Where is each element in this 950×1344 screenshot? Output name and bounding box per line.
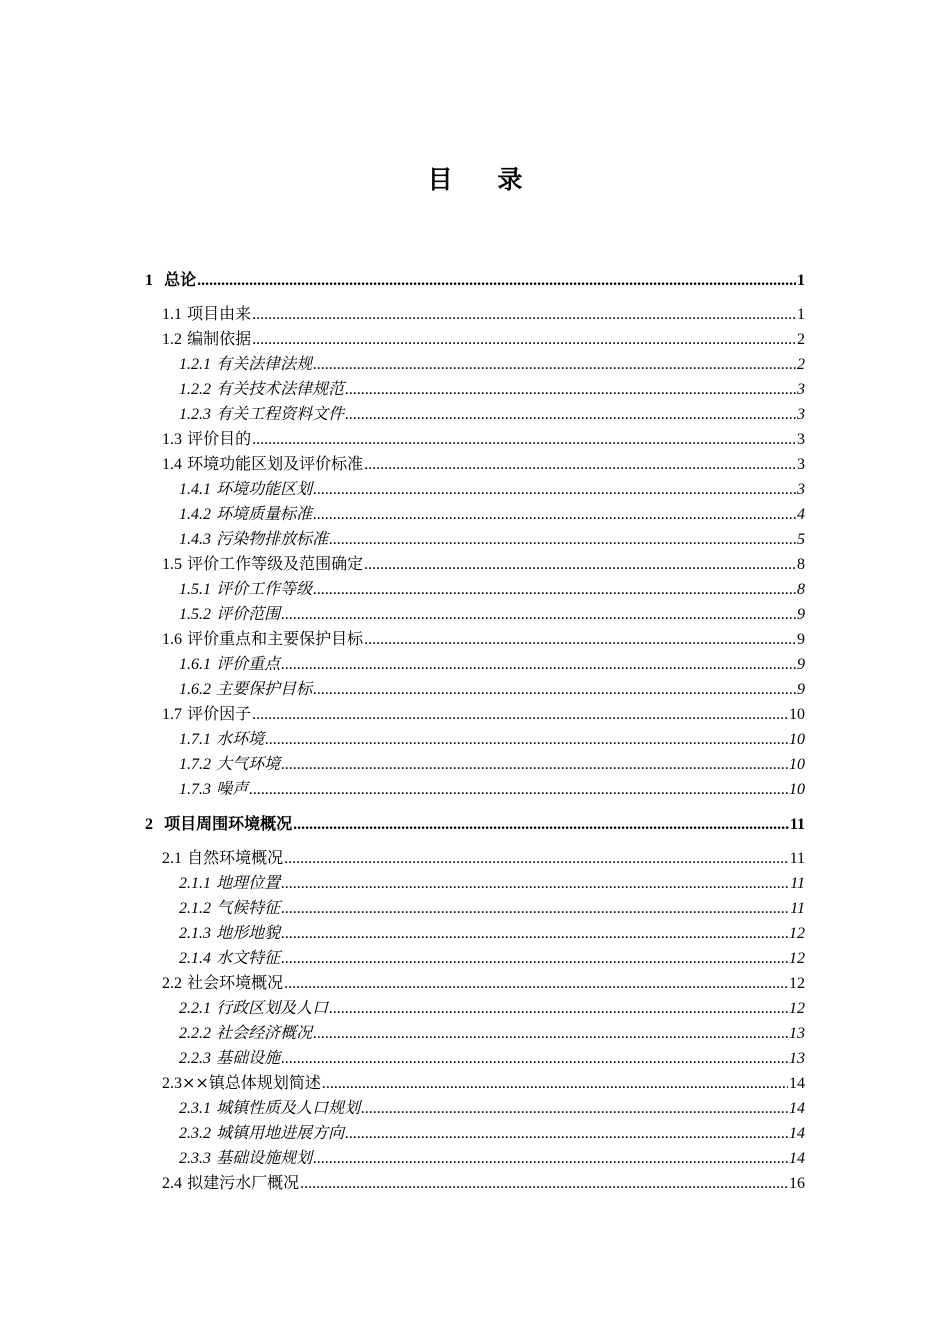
dot-leader: [281, 1047, 788, 1071]
toc-page-number: 3: [797, 406, 805, 423]
dot-leader: [197, 269, 796, 293]
toc-entry-number: 2.1.3: [179, 925, 211, 942]
toc-page-number: 9: [797, 631, 805, 648]
toc-entry-number: 2.1.1: [179, 875, 211, 892]
toc-page-number: 12: [789, 950, 805, 967]
toc-entry-label: [179, 1021, 312, 1046]
toc-entry-text: 地形地貌: [216, 923, 281, 942]
toc-entry-text: 环境质量标准: [216, 504, 313, 523]
toc-entry[interactable]: [179, 377, 805, 401]
toc-entry-number: 1.7: [162, 706, 182, 723]
toc-entry-number: 1.2: [162, 331, 182, 348]
toc-page-number: 5: [797, 531, 805, 548]
toc-entry-text: 主要保护目标: [216, 679, 313, 698]
toc-entry[interactable]: [179, 577, 805, 601]
toc-entry[interactable]: [179, 652, 805, 676]
toc-entry-label: [179, 1046, 280, 1071]
toc-entry-label: [179, 502, 312, 527]
toc-entry[interactable]: [162, 552, 805, 576]
toc-entry[interactable]: [162, 427, 805, 451]
toc-entry-label: [179, 1146, 312, 1171]
toc-entry-text: 环境功能区划及评价标准: [187, 454, 364, 473]
toc-entry[interactable]: [162, 327, 805, 351]
toc-entry-text: 社会环境概况: [187, 973, 284, 992]
toc-page-number: 8: [797, 581, 805, 598]
toc-page-number: 2: [797, 331, 805, 348]
toc-entry-text: 行政区划及人口: [216, 998, 329, 1017]
toc-entry-number: 1.2.3: [179, 406, 211, 423]
toc-entry[interactable]: [179, 677, 805, 701]
toc-entry[interactable]: [179, 1121, 805, 1145]
toc-page-number: 4: [797, 506, 805, 523]
toc-entry-label: [179, 896, 280, 921]
toc-page-number: 2: [797, 356, 805, 373]
toc-entry-text: 项目由来: [187, 304, 252, 323]
toc-entry[interactable]: [179, 502, 805, 526]
toc-entry[interactable]: [179, 946, 805, 970]
toc-entry[interactable]: [179, 871, 805, 895]
toc-page-number: 14: [789, 1150, 805, 1167]
toc-entry-number: 1.4.3: [179, 531, 211, 548]
toc-page-number: 11: [789, 816, 805, 833]
dot-leader: [252, 303, 796, 327]
toc-page-number: 14: [789, 1100, 805, 1117]
toc-entry-label: [179, 777, 248, 802]
dot-leader: [252, 428, 796, 452]
toc-entry-text: 评价工作等级: [216, 579, 313, 598]
toc-entry-text: 环境功能区划: [216, 479, 313, 498]
toc-entry-text: 基础设施规划: [216, 1148, 313, 1167]
toc-entry-number: 1.2.1: [179, 356, 211, 373]
toc-entry-number: 2.3.3: [179, 1150, 211, 1167]
toc-entry[interactable]: [179, 921, 805, 945]
toc-entry[interactable]: [179, 752, 805, 776]
toc-entry[interactable]: [145, 268, 805, 292]
toc-page-number: 9: [797, 606, 805, 623]
toc-entry[interactable]: [179, 777, 805, 801]
toc-page-number: 11: [790, 900, 805, 917]
toc-page-number: 16: [789, 1175, 805, 1192]
toc-entry-label: [162, 702, 251, 727]
toc-page-number: 11: [789, 850, 805, 867]
toc-entry-label: [145, 268, 196, 293]
toc-entry[interactable]: [162, 302, 805, 326]
toc-page-number: 3: [797, 481, 805, 498]
toc-entry-label: [179, 871, 280, 896]
toc-entry-text: 总论: [164, 270, 197, 289]
toc-entry-number: 2.2.3: [179, 1050, 211, 1067]
dot-leader: [313, 503, 796, 527]
toc-entry-label: [162, 427, 251, 452]
toc-entry-text: 气候特征: [216, 898, 281, 917]
toc-entry-number: 1.4.1: [179, 481, 211, 498]
toc-entry-text: 地理位置: [216, 873, 281, 892]
toc-entry-number: 1.4.2: [179, 506, 211, 523]
dot-leader: [281, 872, 789, 896]
toc-page-number: 10: [789, 706, 805, 723]
dot-leader: [361, 1097, 788, 1121]
toc-entry[interactable]: [179, 352, 805, 376]
toc-entry-text: 拟建污水厂概况: [187, 1173, 300, 1192]
toc-entry-number: 1.6.1: [179, 656, 211, 673]
toc-entry-label: [179, 577, 312, 602]
toc-page-number: 8: [797, 556, 805, 573]
dot-leader: [313, 678, 796, 702]
dot-leader: [364, 553, 796, 577]
toc-page-number: 12: [789, 925, 805, 942]
toc-entry-number: 1.7.2: [179, 756, 211, 773]
toc-entry-number: 1.5.2: [179, 606, 211, 623]
toc-entry[interactable]: [179, 402, 805, 426]
dot-leader: [364, 453, 796, 477]
toc-page-number: 3: [797, 381, 805, 398]
dot-leader: [252, 328, 796, 352]
toc-page-number: 3: [797, 456, 805, 473]
toc-entry[interactable]: [179, 477, 805, 501]
dot-leader: [313, 1147, 788, 1171]
toc-entry-label: [179, 652, 280, 677]
toc-entry-text: 城镇性质及人口规划: [216, 1098, 361, 1117]
toc-entry-text: 评价重点: [216, 654, 281, 673]
toc-entry-number: 2.3: [162, 1075, 182, 1092]
dot-leader: [313, 478, 796, 502]
toc-entry-text: 评价重点和主要保护目标: [187, 629, 364, 648]
toc-entry-number: 2.1.4: [179, 950, 211, 967]
toc-entry-text: 评价范围: [216, 604, 281, 623]
toc-entry-number: 2.2: [162, 975, 182, 992]
toc-page-number: 14: [789, 1075, 805, 1092]
toc-entry[interactable]: [179, 996, 805, 1020]
toc-entry-text: 污染物排放标准: [216, 529, 329, 548]
toc-entry-label: [162, 552, 363, 577]
dot-leader: [329, 997, 788, 1021]
dot-leader: [345, 378, 796, 402]
toc-entry[interactable]: [162, 1071, 805, 1095]
toc-entry-label: [162, 327, 251, 352]
page-title: 目 录: [427, 165, 541, 194]
dot-leader: [281, 897, 789, 921]
toc-entry-label: [179, 352, 312, 377]
toc-entry[interactable]: [179, 1021, 805, 1045]
toc-entry-label: [179, 1121, 344, 1146]
toc-entry-label: [179, 527, 328, 552]
toc-entry-label: [162, 1071, 321, 1096]
dot-leader: [300, 1172, 788, 1196]
toc-entry-number: 2.1.2: [179, 900, 211, 917]
toc-entry-label: [179, 377, 344, 402]
dot-leader: [284, 972, 788, 996]
dot-leader: [281, 603, 796, 627]
toc-entry-text: ××镇总体规划简述: [182, 1073, 321, 1092]
toc-entry[interactable]: [179, 1046, 805, 1070]
toc-entry-number: 1.2.2: [179, 381, 211, 398]
toc-entry-text: 有关工程资料文件: [216, 404, 345, 423]
toc-page-number: 13: [789, 1050, 805, 1067]
toc-page-number: 9: [797, 656, 805, 673]
dot-leader: [281, 753, 788, 777]
toc-entry[interactable]: [162, 971, 805, 995]
toc-entry-label: [162, 302, 251, 327]
toc-entry-label: [179, 996, 328, 1021]
toc-entry-label: [179, 602, 280, 627]
toc-entry-number: 1.6: [162, 631, 182, 648]
toc-entry-number: 1.1: [162, 306, 182, 323]
toc-page-number: 1: [797, 272, 805, 289]
toc-entry-text: 有关法律法规: [216, 354, 313, 373]
toc-entry-number: 2.2.2: [179, 1025, 211, 1042]
dot-leader: [281, 947, 788, 971]
toc-entry[interactable]: [179, 602, 805, 626]
toc-entry[interactable]: [145, 812, 805, 836]
toc-entry[interactable]: [162, 1171, 805, 1195]
dot-leader: [313, 353, 796, 377]
toc-entry-text: 有关技术法律规范: [216, 379, 345, 398]
toc-entry-label: [162, 1171, 299, 1196]
dot-leader: [329, 528, 796, 552]
toc-page-number: 1: [797, 306, 805, 323]
toc-entry-label: [162, 627, 363, 652]
toc-entry-number: 1.4: [162, 456, 182, 473]
dot-leader: [313, 578, 796, 602]
toc-entry[interactable]: [179, 727, 805, 751]
toc-entry[interactable]: [162, 702, 805, 726]
toc-entry-number: 1.5: [162, 556, 182, 573]
toc-entry-label: [162, 846, 283, 871]
dot-leader: [265, 728, 788, 752]
dot-leader: [284, 847, 788, 871]
dot-leader: [322, 1072, 788, 1096]
toc-entry-text: 大气环境: [216, 754, 281, 773]
toc-entry-number: 1.6.2: [179, 681, 211, 698]
toc-entry-text: 评价目的: [187, 429, 252, 448]
toc-entry-number: 2.2.1: [179, 1000, 211, 1017]
toc-entry-text: 项目周围环境概况: [164, 814, 293, 833]
toc-entry-text: 自然环境概况: [187, 848, 284, 867]
toc-entry[interactable]: [179, 527, 805, 551]
toc-entry-text: 噪声: [216, 779, 249, 798]
dot-leader: [313, 1022, 788, 1046]
toc-entry-text: 社会经济概况: [216, 1023, 313, 1042]
toc-page-number: 10: [789, 756, 805, 773]
toc-entry-number: 1: [145, 272, 153, 289]
toc-page-number: 11: [790, 875, 805, 892]
dot-leader: [345, 1122, 788, 1146]
toc-entry-label: [179, 752, 280, 777]
toc-entry-number: 2.1: [162, 850, 182, 867]
dot-leader: [281, 653, 796, 677]
toc-page-number: 9: [797, 681, 805, 698]
toc-page-number: 12: [789, 975, 805, 992]
toc-entry-label: [179, 477, 312, 502]
toc-entry-label: [179, 946, 280, 971]
toc-entry-label: [179, 727, 264, 752]
toc-entry-text: 编制依据: [187, 329, 252, 348]
dot-leader: [252, 703, 788, 727]
toc-page-number: 12: [789, 1000, 805, 1017]
toc-entry-text: 水环境: [216, 729, 265, 748]
dot-leader: [293, 813, 789, 837]
toc-page-number: 10: [789, 731, 805, 748]
dot-leader: [249, 778, 788, 802]
toc-entry-label: [145, 812, 292, 837]
toc-entry-label: [179, 677, 312, 702]
toc-entry[interactable]: [179, 1096, 805, 1120]
toc-entry-label: [162, 971, 283, 996]
toc-entry[interactable]: [162, 452, 805, 476]
toc-entry-number: 1.5.1: [179, 581, 211, 598]
toc-page-number: 3: [797, 431, 805, 448]
toc-entry-text: 评价因子: [187, 704, 252, 723]
toc-entry-text: 基础设施: [216, 1048, 281, 1067]
dot-leader: [364, 628, 796, 652]
toc-page-number: 13: [789, 1025, 805, 1042]
toc-entry-number: 2.3.1: [179, 1100, 211, 1117]
toc-entry-number: 1.3: [162, 431, 182, 448]
toc-entry-number: 2.4: [162, 1175, 182, 1192]
toc-entry-label: [179, 921, 280, 946]
toc-entry[interactable]: [162, 846, 805, 870]
toc-entry-text: 评价工作等级及范围确定: [187, 554, 364, 573]
toc-entry-text: 城镇用地进展方向: [216, 1123, 345, 1142]
toc-entry-label: [179, 1096, 360, 1121]
toc-page-number: 14: [789, 1125, 805, 1142]
toc-entry[interactable]: [179, 1146, 805, 1170]
toc-entry-number: 2: [145, 816, 153, 833]
toc-entry-label: [162, 452, 363, 477]
toc-entry[interactable]: [162, 627, 805, 651]
toc-entry-label: [179, 402, 344, 427]
toc-page-number: 10: [789, 781, 805, 798]
toc-entry[interactable]: [179, 896, 805, 920]
toc-entry-number: 2.3.2: [179, 1125, 211, 1142]
toc-entry-number: 1.7.1: [179, 731, 211, 748]
toc-entry-text: 水文特征: [216, 948, 281, 967]
toc-entry-number: 1.7.3: [179, 781, 211, 798]
dot-leader: [281, 922, 788, 946]
dot-leader: [345, 403, 796, 427]
